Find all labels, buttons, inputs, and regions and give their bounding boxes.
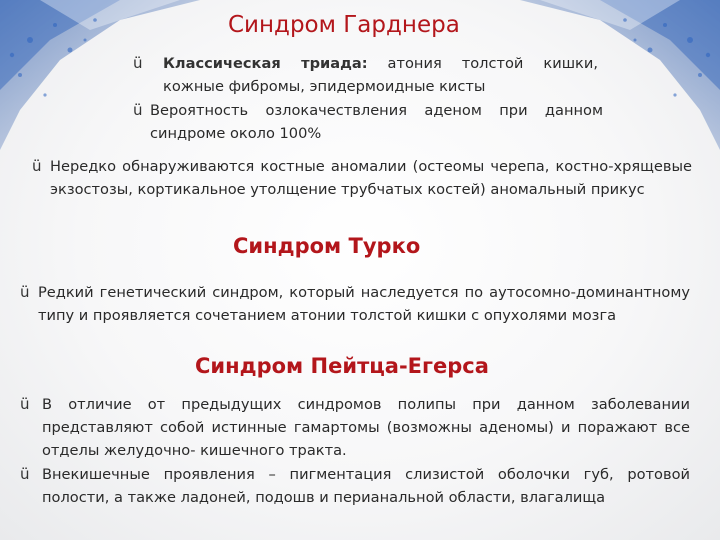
turco-item-1 <box>20 281 690 327</box>
peutz-item-2 <box>20 463 690 509</box>
gardner-item-2-text: Вероятность озлокачествления аденом при данном синдроме около 100% <box>150 102 603 142</box>
gardner-item-2 <box>133 99 603 145</box>
peutz-item-2-text: Внекишечные проявления – пигментация слизистой оболочки губ, ротовой полости, а также ладоней, подошв и перианальной области, влагалища <box>42 466 690 506</box>
gardner-item-3 <box>32 155 692 201</box>
peutz-item-1-text: В отличие от предыдущих синдромов полипы при данном заболевании представляют собой истинные гамартомы (возможны аденомы) и поражают все отделы желудочно- кишечного тракта. <box>42 396 690 459</box>
checkmark-icon: ü <box>20 395 30 413</box>
checkmark-icon: ü <box>133 54 143 72</box>
checkmark-icon: ü <box>20 465 30 483</box>
checkmark-icon: ü <box>32 157 42 175</box>
gardner-triad-item <box>133 52 598 98</box>
heading-gardner: Синдром Гарднера <box>228 12 460 38</box>
triad-label: Классическая триада: <box>163 55 368 72</box>
peutz-item-1 <box>20 393 690 462</box>
checkmark-icon: ü <box>133 101 143 119</box>
triad-text: атония толстой кишки, кожные фибромы, эпидермоидные кисты <box>163 55 598 95</box>
heading-turco: Синдром Турко <box>233 234 421 258</box>
heading-peutz-jeghers: Синдром Пейтца-Егерса <box>195 354 489 378</box>
gardner-item-3-text: Нередко обнаруживаются костные аномалии (остеомы черепа, костно-хрящевые экзостозы, кортикальное утолщение трубчатых костей) аномальный прикус <box>50 158 692 198</box>
turco-item-1-text: Редкий генетический синдром, который наследуется по аутосомно-доминантному типу и проявляется сочетанием атонии толстой кишки с опухолями мозга <box>38 284 690 324</box>
checkmark-icon: ü <box>20 283 30 301</box>
